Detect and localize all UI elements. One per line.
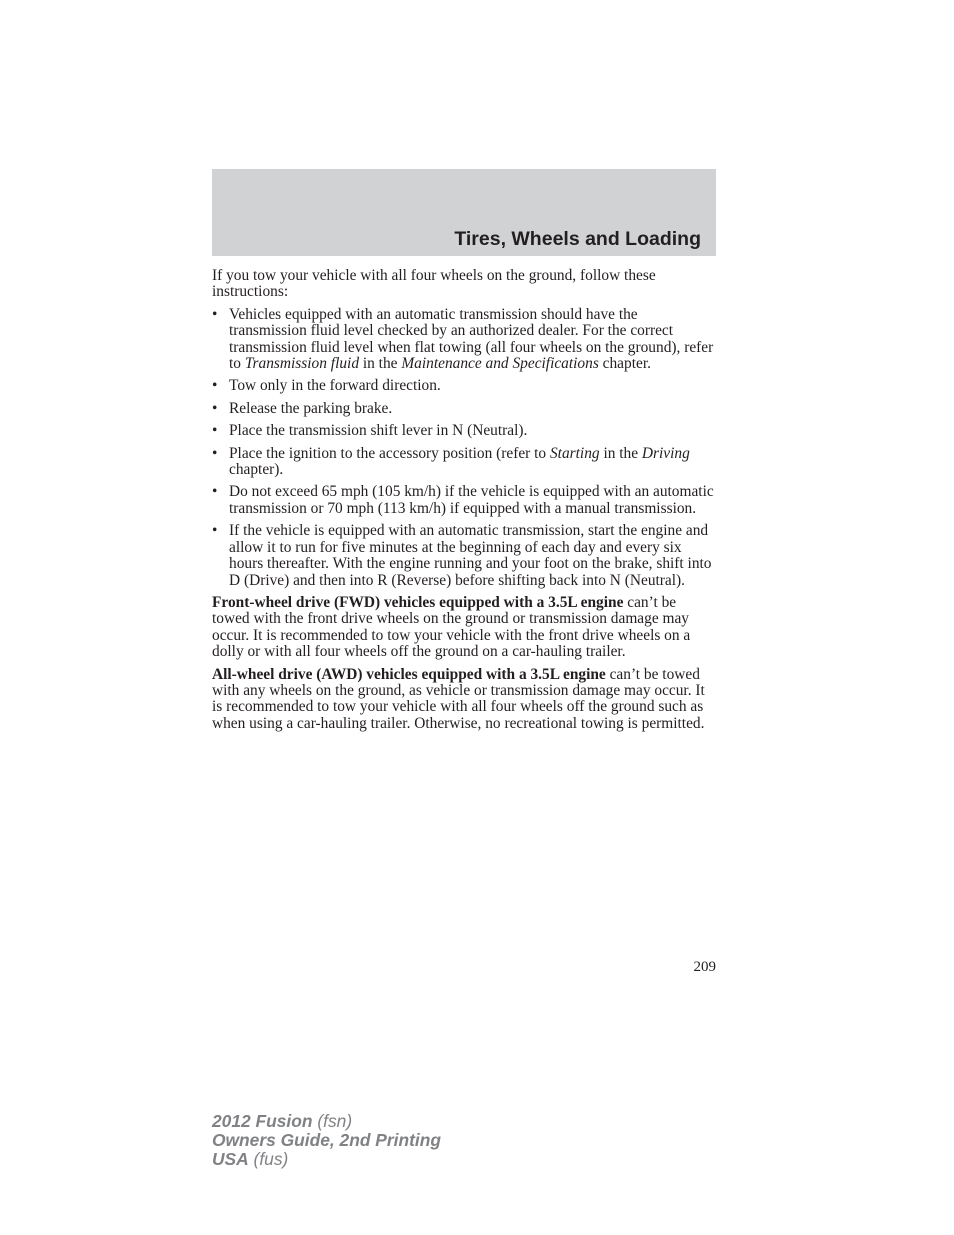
list-item: • Release the parking brake. (212, 399, 393, 417)
section-title: Tires, Wheels and Loading (454, 228, 701, 250)
cross-reference: Transmission fluid (244, 355, 360, 373)
bullet-icon: • (212, 305, 218, 323)
footer-line-region: USA (fus) (212, 1149, 289, 1169)
bullet-icon: • (212, 399, 218, 417)
bullet-icon: • (212, 422, 218, 440)
fwd-lead: Front-wheel drive (FWD) vehicles equipped with a 3.5L engine (212, 593, 624, 611)
cross-reference: Maintenance and Specifications (401, 355, 599, 373)
fwd-paragraph: Front-wheel drive (FWD) vehicles equipped with a 3.5L engine can’t be towed with the front drive wheels on the ground or transmission damage may occur. It is recommended to tow your vehicle with the front drive wheels on a dolly or with all four wheels off the ground on a car-hauling trailer. (212, 593, 691, 661)
list-item: • Tow only in the forward direction. (212, 377, 441, 395)
chapter-header-band (212, 169, 716, 256)
list-item: • Vehicles equipped with an automatic transmission should have the transmission fluid level checked by an authorized dealer. For the correct transmission fluid level when flat towing (all four wheels on the ground), refer to Transmission fluid in the Maintenance and Specifications chapter. (212, 305, 714, 373)
list-item: • Place the transmission shift lever in N (Neutral). (212, 422, 528, 440)
document-footer (212, 1112, 441, 1169)
list-item: • Do not exceed 65 mph (105 km/h) if the vehicle is equipped with an automatic transmission or 70 mph (113 km/h) if equipped with a manual transmission. (212, 483, 714, 517)
awd-lead: All-wheel drive (AWD) vehicles equipped with a 3.5L engine (212, 665, 606, 683)
bullet-icon: • (212, 483, 218, 501)
cross-reference: Driving (641, 444, 690, 462)
cross-reference: Starting (549, 444, 600, 462)
footer-line-guide: Owners Guide, 2nd Printing (212, 1130, 441, 1150)
list-item: • Place the ignition to the accessory position (refer to Starting in the Driving chapter). (212, 444, 690, 479)
list-item: • If the vehicle is equipped with an automatic transmission, start the engine and allow it to run for five minutes at the beginning of each day and every six hours thereafter. With the engine running and your foot on the brake, shift into D (Drive) and then into R (Reverse) before shifting back into N (Neutral). (212, 522, 712, 589)
towing-instructions-list (212, 307, 716, 589)
page-number: 209 (693, 959, 716, 975)
awd-paragraph: All-wheel drive (AWD) vehicles equipped with a 3.5L engine can’t be towed with any wheels on the ground, as vehicle or transmission damage may occur. It is recommended to tow your vehicle with all four wheels off the ground such as when using a car-hauling trailer. Otherwise, no recreational towing is permitted. (212, 665, 705, 732)
intro-paragraph: If you tow your vehicle with all four wheels on the ground, follow these instructions: (212, 267, 656, 301)
footer-line-model: 2012 Fusion (fsn) (212, 1111, 353, 1131)
bullet-icon: • (212, 377, 218, 395)
bullet-icon: • (212, 444, 218, 462)
page-body (212, 268, 716, 738)
bullet-icon: • (212, 522, 218, 540)
